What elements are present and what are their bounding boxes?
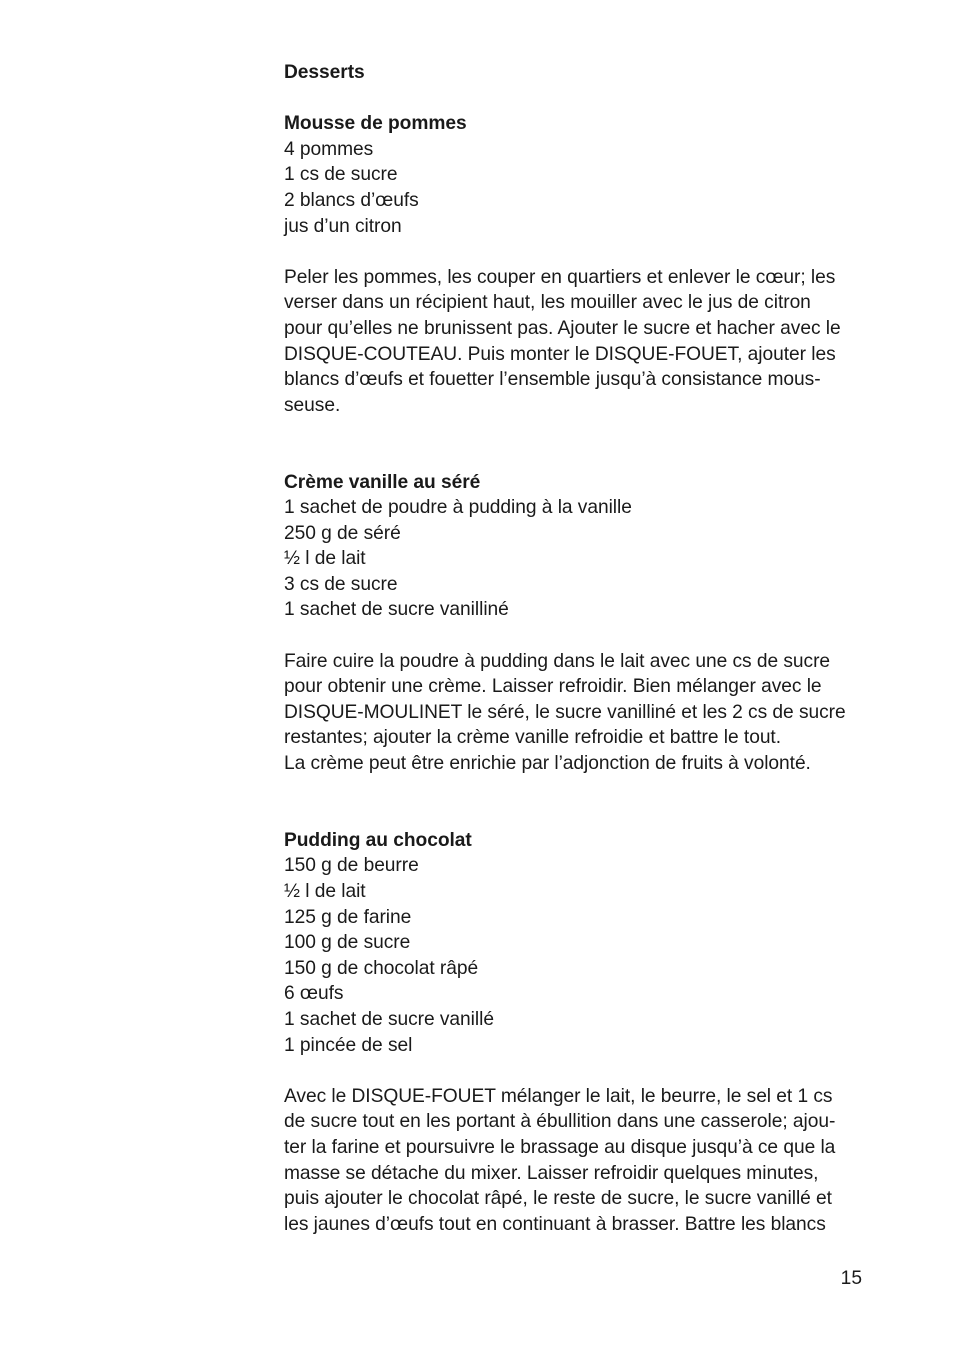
instructions [284, 1084, 864, 1238]
instruction-line: seuse. [284, 394, 341, 416]
ingredient: 100 g de sucre [284, 932, 411, 954]
ingredient: jus d’un citron [284, 215, 402, 237]
ingredient: 150 g de chocolat râpé [284, 957, 479, 979]
instruction-line: verser dans un récipient haut, les mouiller avec le jus de citron [284, 292, 811, 314]
recipe-title: Crème vanille au séré [284, 471, 481, 493]
instruction-line: Peler les pommes, les couper en quartiers et enlever le cœur; les [284, 266, 836, 288]
ingredient: 3 cs de sucre [284, 573, 398, 595]
ingredient: 1 sachet de sucre vanillé [284, 1008, 494, 1030]
ingredient: 6 œufs [284, 983, 344, 1005]
ingredient: 150 g de beurre [284, 855, 419, 877]
page-number: 15 [840, 1268, 862, 1289]
instruction-line: Faire cuire la poudre à pudding dans le lait avec une cs de sucre [284, 650, 831, 672]
instruction-line: La crème peut être enrichie par l’adjonction de fruits à volonté. [284, 753, 811, 775]
ingredient: 2 blancs d’œufs [284, 189, 419, 211]
ingredient: ½ l de lait [284, 548, 366, 570]
recipe-pudding-chocolat [284, 828, 864, 1238]
instruction-line: blancs d’œufs et fouetter l’ensemble jusqu’à consistance mous- [284, 369, 821, 391]
recipe-mousse-de-pommes [284, 111, 864, 418]
instruction-line: les jaunes d’œufs tout en continuant à brasser. Battre les blancs [284, 1213, 826, 1235]
instruction-line: puis ajouter le chocolat râpé, le reste de sucre, le sucre vanillé et [284, 1188, 832, 1210]
instruction-line: pour obtenir une crème. Laisser refroidir. Bien mélanger avec le [284, 676, 822, 698]
recipe-creme-vanille [284, 470, 864, 777]
section-title: Desserts [284, 62, 365, 83]
ingredient-list [284, 137, 864, 239]
ingredient-list [284, 853, 864, 1058]
instruction-line: de sucre tout en les portant à ébullition dans une casserole; ajou- [284, 1111, 836, 1133]
recipe-title: Pudding au chocolat [284, 829, 472, 851]
instruction-line: restantes; ajouter la crème vanille refroidie et battre le tout. [284, 727, 781, 749]
ingredient: 1 sachet de sucre vanilliné [284, 599, 509, 621]
ingredient: 125 g de farine [284, 906, 412, 928]
ingredient-list [284, 495, 864, 623]
ingredient: 4 pommes [284, 138, 374, 160]
recipe-title: Mousse de pommes [284, 113, 467, 135]
instruction-line: DISQUE-MOULINET le séré, le sucre vanilliné et les 2 cs de sucre [284, 701, 846, 723]
instructions [284, 649, 864, 777]
instructions [284, 265, 864, 419]
ingredient: 1 sachet de poudre à pudding à la vanille [284, 497, 632, 519]
instruction-line: masse se détache du mixer. Laisser refroidir quelques minutes, [284, 1162, 819, 1184]
instruction-line: pour qu’elles ne brunissent pas. Ajouter le sucre et hacher avec le [284, 317, 841, 339]
instruction-line: ter la farine et poursuivre le brassage au disque jusqu’à ce que la [284, 1136, 836, 1158]
page-content [284, 60, 864, 1237]
ingredient: 250 g de séré [284, 522, 401, 544]
instruction-line: DISQUE-COUTEAU. Puis monter le DISQUE-FOUET, ajouter les [284, 343, 836, 365]
ingredient: ½ l de lait [284, 881, 366, 902]
ingredient: 1 cs de sucre [284, 164, 398, 186]
ingredient: 1 pincée de sel [284, 1034, 413, 1056]
instruction-line: Avec le DISQUE-FOUET mélanger le lait, le beurre, le sel et 1 cs [284, 1085, 833, 1107]
